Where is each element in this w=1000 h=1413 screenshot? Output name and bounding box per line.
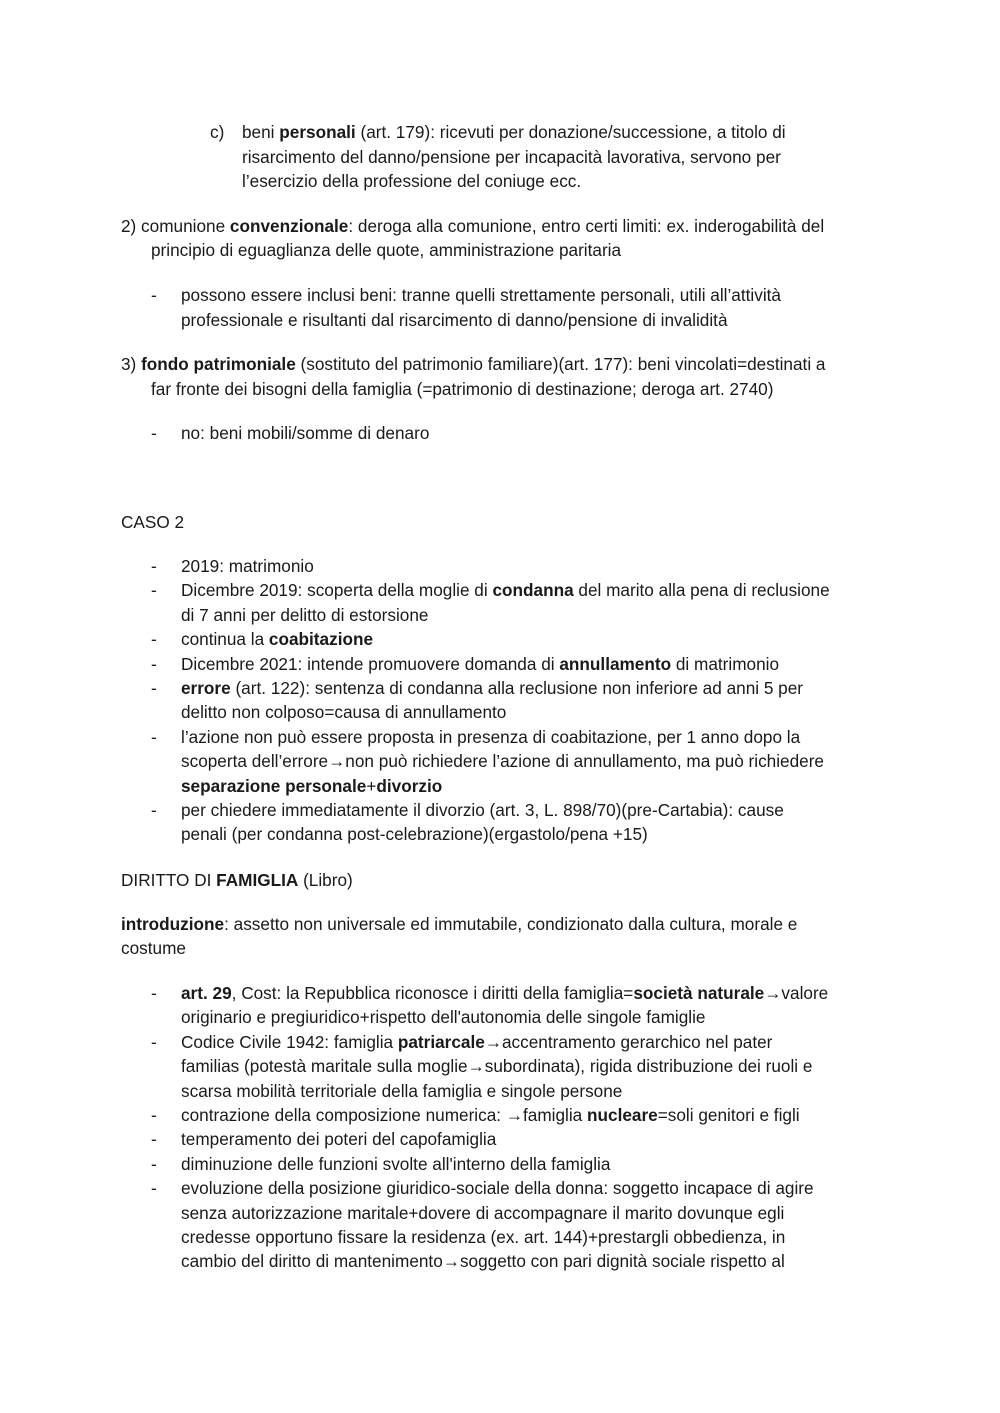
- bullet-dash: -: [151, 1129, 157, 1150]
- list-item: errore (art. 122): sentenza di condanna alla reclusione non inferiore ad anni 5 per: [181, 678, 804, 698]
- bullet-dash: -: [151, 556, 157, 576]
- list-item: senza autorizzazione maritale+dovere di accompagnare il marito dovunque egli: [181, 1202, 785, 1223]
- bullet-dash: -: [151, 1153, 157, 1174]
- list-item: penali (per condanna post-celebrazione)(ergastolo/pena +15): [181, 824, 648, 845]
- numbered-item-2: 2) comunione convenzionale: deroga alla comunione, entro certi limiti: ex. inderogabilità del: [121, 216, 825, 236]
- list-item: contrazione della composizione numerica: →famiglia nucleare=soli genitori e figli: [181, 1105, 800, 1125]
- list-item: temperamento dei poteri del capofamiglia: [181, 1129, 497, 1150]
- bullet-dash: -: [151, 423, 157, 443]
- list-item: Dicembre 2021: intende promuovere domanda di annullamento di matrimonio: [181, 653, 780, 674]
- bullet-dash: -: [151, 1178, 157, 1199]
- list-item: art. 29, Cost: la Repubblica riconosce i diritti della famiglia=società naturale→valore: [181, 983, 829, 1003]
- numbered-item-3: 3) fondo patrimoniale (sostituto del patrimonio familiare)(art. 177): beni vincolati=destinati a: [121, 354, 826, 374]
- list-item: delitto non colposo=causa di annullamento: [181, 702, 507, 723]
- list-item: per chiedere immediatamente il divorzio (art. 3, L. 898/70)(pre-Cartabia): cause: [181, 800, 784, 820]
- list-marker-c: c): [210, 122, 225, 142]
- list-item: scarsa mobilità territoriale della famiglia e singole persone: [181, 1080, 623, 1101]
- paragraph-line: far fronte dei bisogni della famiglia (=patrimonio di destinazione; deroga art. 2740): [151, 379, 774, 399]
- list-item: professionale e risultanti dal risarcimento di danno/pensione di invalidità: [181, 310, 728, 330]
- bullet-dash: -: [151, 629, 157, 650]
- list-item: diminuzione delle funzioni svolte all'interno della famiglia: [181, 1153, 611, 1174]
- section-heading-diritto-di-famiglia: DIRITTO DI FAMIGLIA (Libro): [121, 870, 353, 890]
- list-item: di 7 anni per delitto di estorsione: [181, 604, 429, 625]
- list-item: no: beni mobili/somme di denaro: [181, 423, 430, 443]
- paragraph-line: risarcimento del danno/pensione per incapacità lavorativa, servono per: [242, 147, 781, 167]
- paragraph-line: principio di eguaglianza delle quote, amministrazione paritaria: [151, 240, 622, 260]
- list-item: Dicembre 2019: scoperta della moglie di condanna del marito alla pena di reclusione: [181, 580, 830, 601]
- list-item: l’azione non può essere proposta in presenza di coabitazione, per 1 anno dopo la: [181, 726, 801, 747]
- bullet-dash: -: [151, 653, 157, 674]
- paragraph-line: l’esercizio della professione del coniuge ecc.: [242, 171, 582, 191]
- bullet-dash: -: [151, 983, 157, 1003]
- bullet-dash: -: [151, 285, 157, 305]
- list-item: separazione personale+divorzio: [181, 775, 443, 796]
- list-item: credesse opportuno fissare la residenza (ex. art. 144)+prestargli obbedienza, in: [181, 1227, 786, 1247]
- list-item: possono essere inclusi beni: tranne quelli strettamente personali, utili all’attività: [181, 285, 781, 305]
- paragraph-line: beni personali (art. 179): ricevuti per donazione/successione, a titolo di: [242, 122, 786, 142]
- intro-paragraph: introduzione: assetto non universale ed immutabile, condizionato dalla cultura, morale e: [121, 914, 798, 934]
- bullet-dash: -: [151, 1031, 157, 1052]
- bullet-dash: -: [151, 678, 157, 698]
- bullet-dash: -: [151, 1105, 157, 1125]
- list-item: originario e pregiuridico+rispetto dell'autonomia delle singole famiglie: [181, 1007, 706, 1028]
- list-item: 2019: matrimonio: [181, 556, 314, 576]
- list-item: scoperta dell’errore→non può richiedere l’azione di annullamento, ma può richiedere: [181, 751, 824, 772]
- list-item: Codice Civile 1942: famiglia patriarcale→accentramento gerarchico nel pater: [181, 1031, 773, 1052]
- bullet-dash: -: [151, 726, 157, 747]
- list-item: continua la coabitazione: [181, 629, 374, 650]
- section-heading-caso-2: CASO 2: [121, 512, 185, 532]
- paragraph-line: costume: [121, 938, 186, 958]
- bullet-dash: -: [151, 580, 157, 601]
- bullet-dash: -: [151, 800, 157, 820]
- list-item: evoluzione della posizione giuridico-sociale della donna: soggetto incapace di agire: [181, 1178, 814, 1199]
- list-item: familias (potestà maritale sulla moglie→subordinata), rigida distribuzione dei ruoli e: [181, 1056, 813, 1077]
- list-item: cambio del diritto di mantenimento→soggetto con pari dignità sociale rispetto al: [181, 1251, 785, 1272]
